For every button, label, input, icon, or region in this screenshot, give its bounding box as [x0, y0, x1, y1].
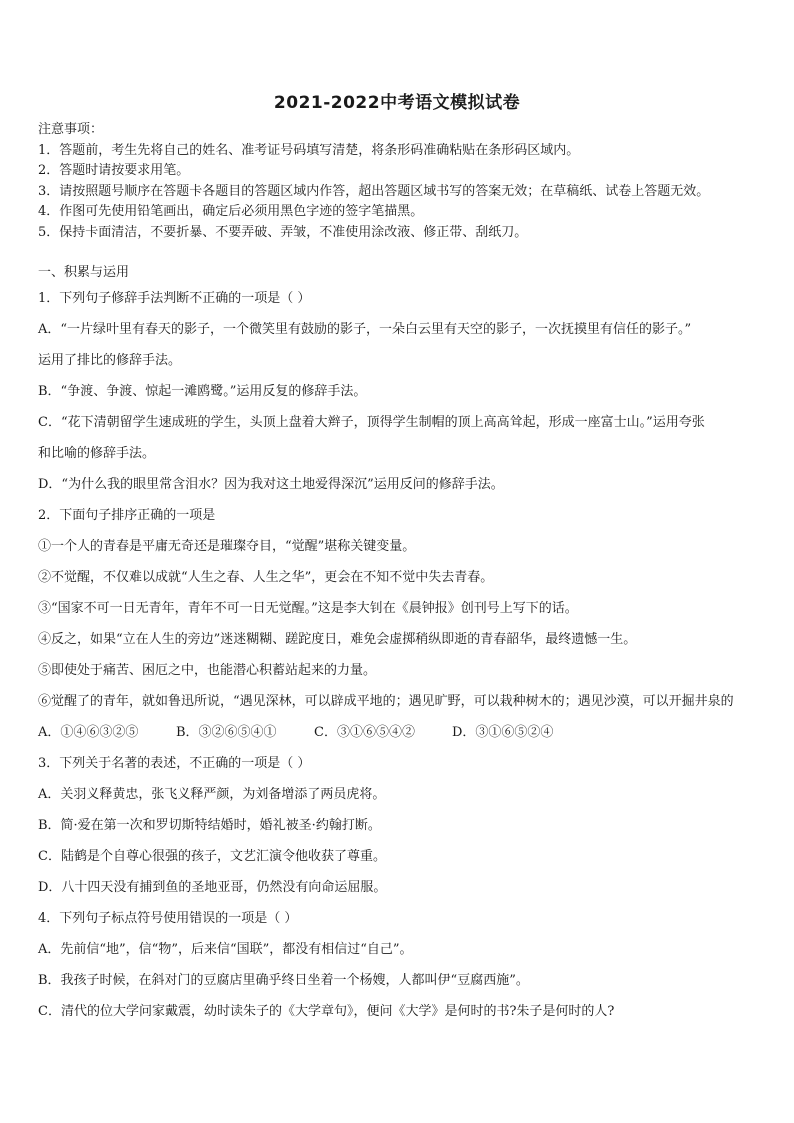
- question-2-sentence-3: ③“国家不可一日无青年，青年不可一日无觉醒。”这是李大钊在《晨钟报》创刊号上写下的话。: [38, 601, 578, 616]
- notes-heading: 注意事项：: [38, 122, 104, 137]
- question-1-option-c: C．“花下清朝留学生速成班的学生，头顶上盘着大辫子，顶得学生制帽的顶上高高耸起，形成一座富士山。”运用夸张: [38, 415, 705, 430]
- page-title: 2021-2022中考语文模拟试卷: [273, 93, 521, 113]
- question-2-sentence-2: ②不觉醒，不仅难以成就“人生之春、人生之华”，更会在不知不觉中失去青春。: [38, 570, 494, 585]
- notes-item: 1．答题前，考生先将自己的姓名、准考证号码填写清楚，将条形码准确粘贴在条形码区域内。: [38, 142, 580, 158]
- question-1-option-d: D．“为什么我的眼里常含泪水？因为我对这土地爱得深沉”运用反问的修辞手法。: [38, 477, 504, 492]
- question-4-option-b: B．我孩子时候，在斜对门的豆腐店里确乎终日坐着一个杨嫂，人都叫伊“豆腐西施”。: [38, 973, 529, 988]
- question-4-option-c: C．清代的位大学问家戴震，幼时读朱子的《大学章句》，便问《大学》是何时的书?朱子是何时的人?: [38, 1004, 615, 1019]
- section-heading: 一、积累与运用: [38, 265, 130, 280]
- question-3-option-c: C．陆鹤是个自尊心很强的孩子，文艺汇演令他收获了尊重。: [38, 849, 386, 864]
- questions-content: [38, 262, 762, 1032]
- question-3-option-a: A．关羽义释黄忠，张飞义释严颜，为刘备增添了两员虎将。: [38, 787, 386, 802]
- question-2-sentence-6: ⑥觉醒了的青年，就如鲁迅所说，“遇见深林，可以辟成平地的；遇见旷野，可以栽种树木的；遇见沙漠，可以开掘井泉的: [38, 694, 734, 709]
- question-2-options: [38, 722, 762, 753]
- question-2-sentence-4: ④反之，如果“立在人生的旁边”迷迷糊糊、蹉跎度日，难免会虚掷稍纵即逝的青春韶华，最终遗憾一生。: [38, 632, 637, 647]
- notes-item: 3．请按照题号顺序在答题卡各题目的答题区域内作答，超出答题区域书写的答案无效；在草稿纸、试卷上答题无效。: [38, 183, 710, 199]
- question-1-option-c-cont: 和比喻的修辞手法。: [38, 446, 156, 461]
- question-4-stem: 4．下列句子标点符号使用错误的一项是（ ）: [38, 911, 298, 926]
- question-3-option-d: D．八十四天没有捕到鱼的圣地亚哥，仍然没有向命运屈服。: [38, 880, 387, 895]
- notes-item: 4．作图可先使用铅笔画出，确定后必须用黑色字迹的签字笔描黑。: [38, 204, 424, 219]
- question-2-sentence-5: ⑤即使处于痛苦、困厄之中，也能潜心积蓄站起来的力量。: [38, 663, 377, 678]
- notes-section: [38, 120, 768, 243]
- question-2-option-b: B．③②⑥⑤④①: [176, 725, 277, 740]
- question-3-option-b: B．简·爱在第一次和罗切斯特结婚时，婚礼被圣·约翰打断。: [38, 818, 381, 833]
- question-4-option-a: A．先前信“地”，信“物”，后来信“国联”，都没有相信过“自己”。: [38, 942, 413, 957]
- question-1-option-a-cont: 运用了排比的修辞手法。: [38, 353, 182, 368]
- notes-item: 5．保持卡面清洁，不要折暴、不要弄破、弄皱，不准使用涂改液、修正带、刮纸刀。: [38, 224, 528, 240]
- question-2-stem: 2．下面句子排序正确的一项是: [38, 508, 216, 523]
- question-3-stem: 3．下列关于名著的表述，不正确的一项是（ ）: [38, 756, 311, 771]
- notes-item: 2．答题时请按要求用笔。: [38, 163, 190, 178]
- question-1-option-a: A．“一片绿叶里有春天的影子，一个微笑里有鼓励的影子，一朵白云里有天空的影子，一次抚摸里有信任的影子。”: [38, 322, 692, 337]
- question-1-stem: 1．下列句子修辞手法判断不正确的一项是（ ）: [38, 291, 311, 306]
- question-2-option-c: C．③①⑥⑤④②: [314, 725, 415, 740]
- question-2-option-d: D．③①⑥⑤②④: [452, 725, 554, 740]
- question-2-sentence-1: ①一个人的青春是平庸无奇还是璀璨夺目，“觉醒”堪称关键变量。: [38, 539, 416, 554]
- question-1-option-b: B．“争渡、争渡、惊起一滩鸥鹭。”运用反复的修辞手法。: [38, 384, 367, 399]
- question-2-option-a: A．①④⑥③②⑤: [38, 725, 139, 740]
